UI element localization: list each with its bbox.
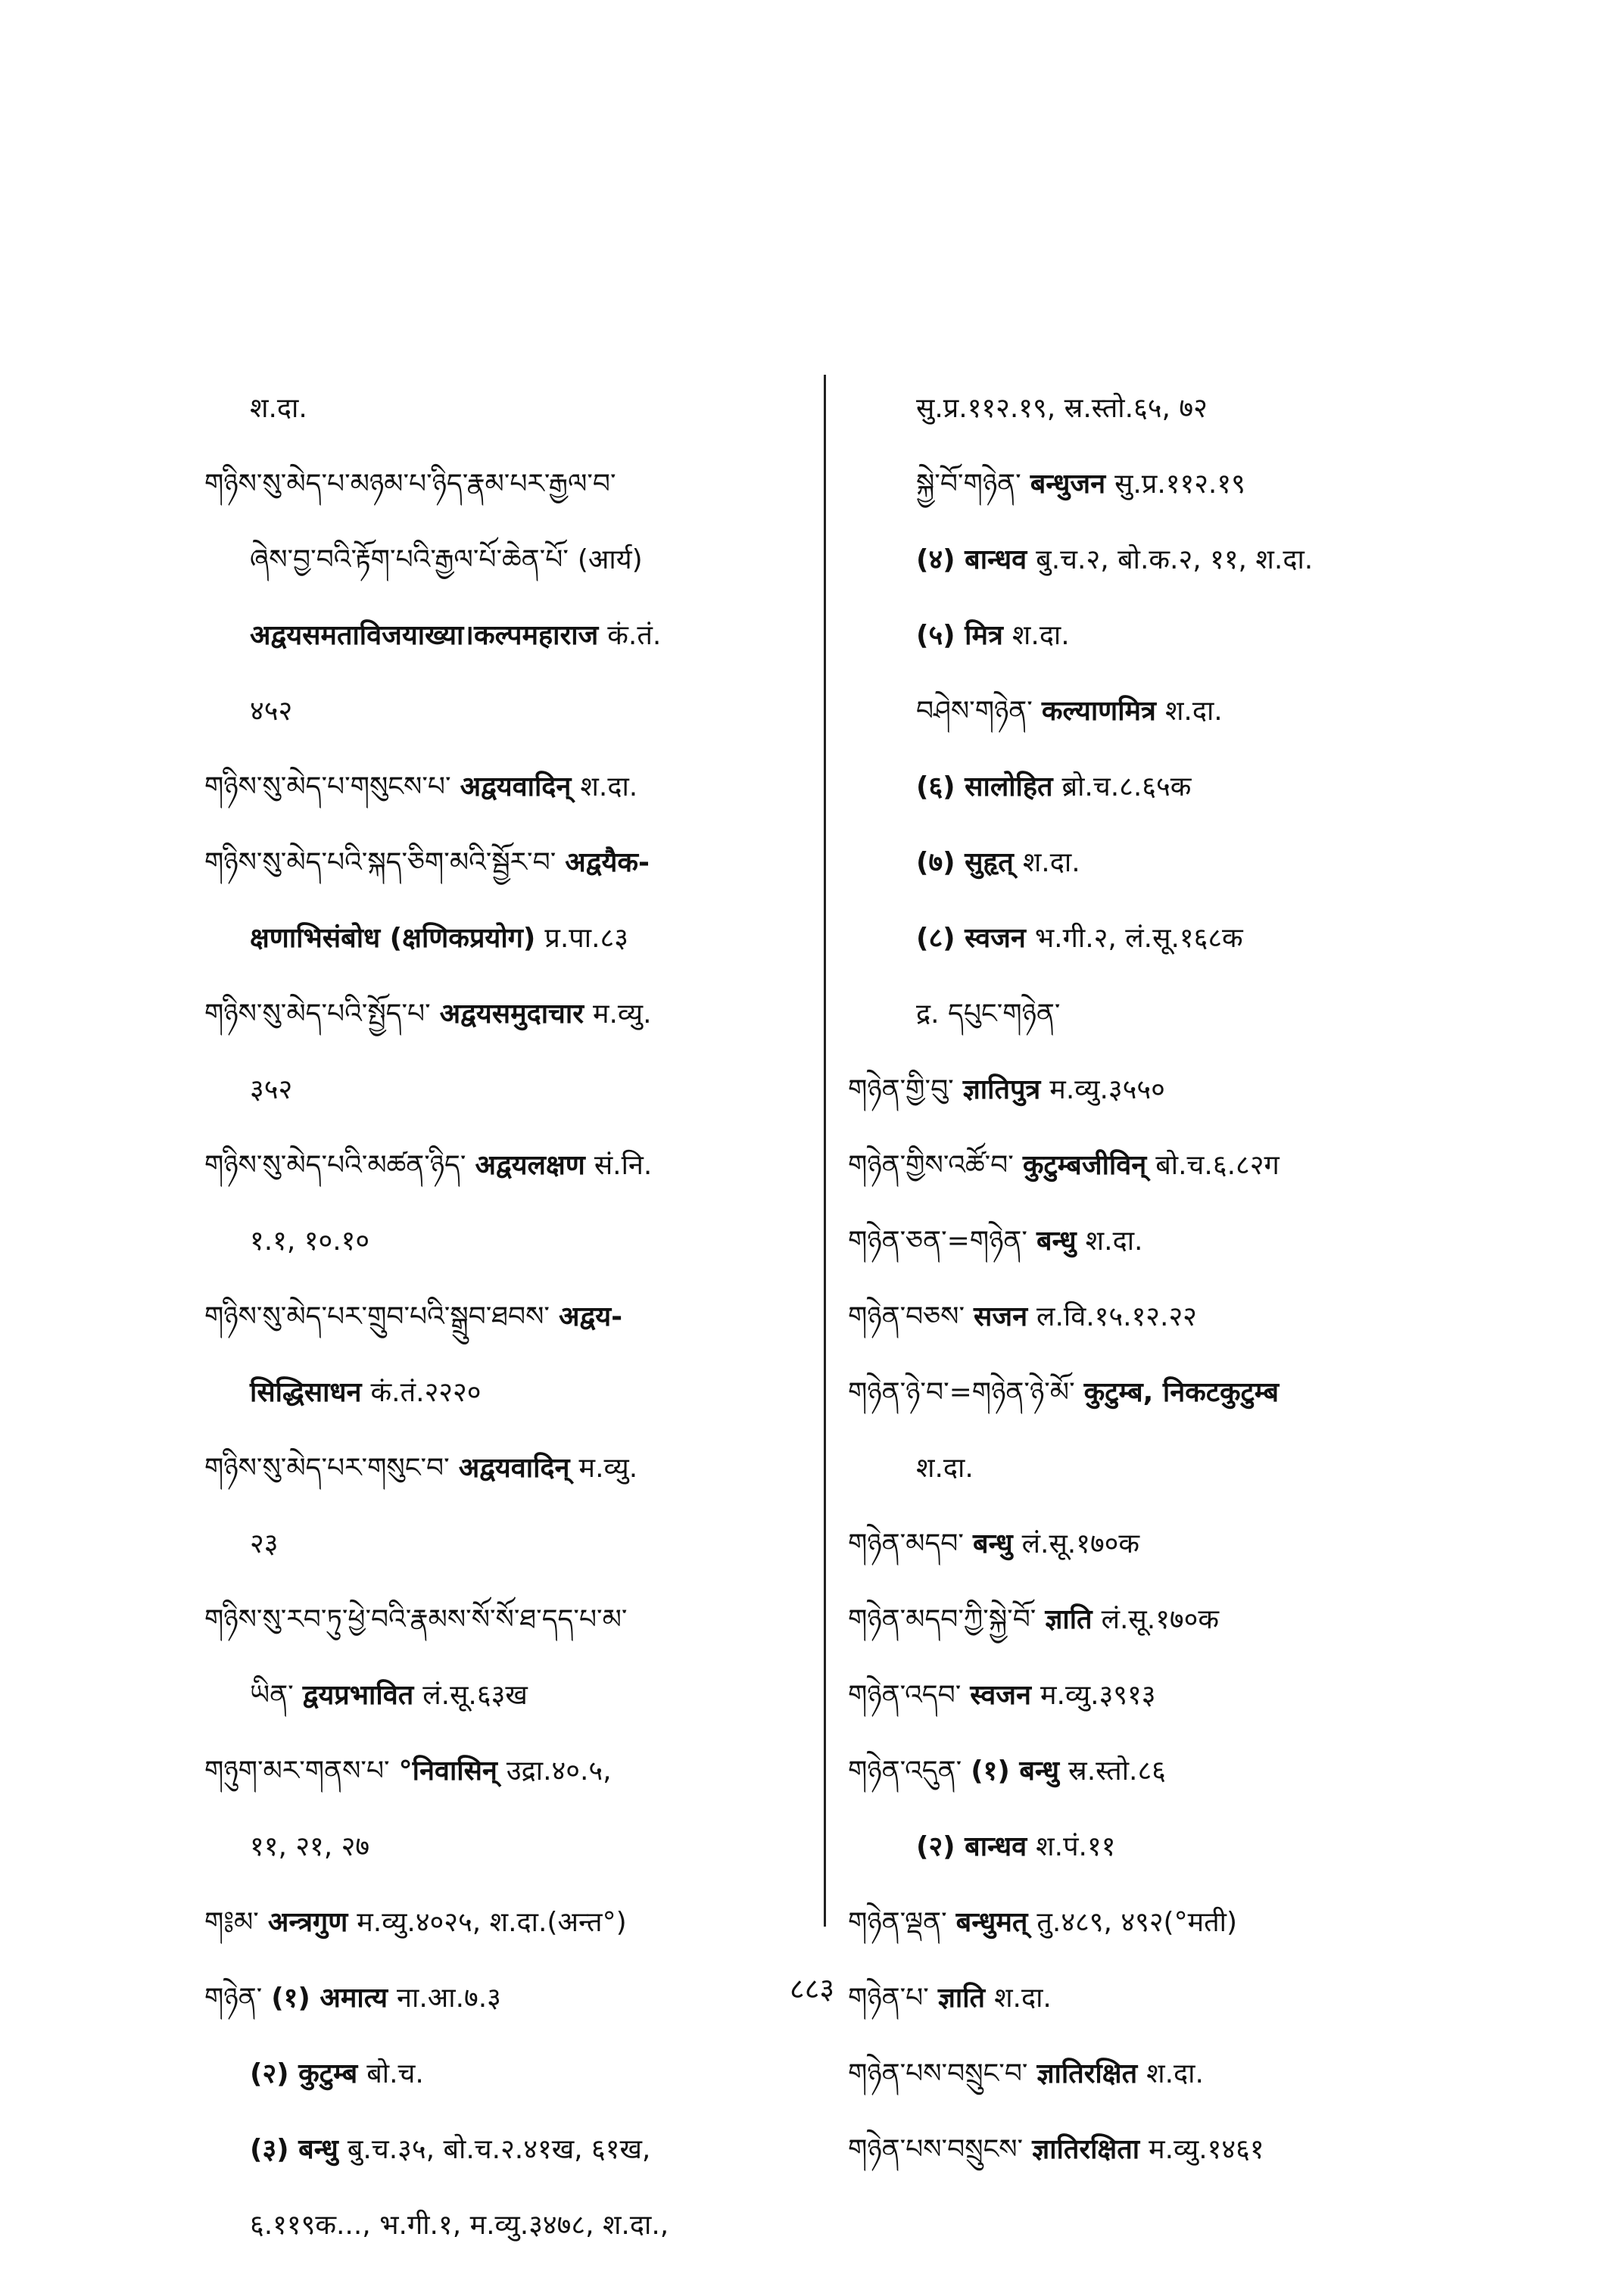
dictionary-line <box>204 1506 810 1582</box>
sanskrit-equivalent: (१) अमात्य <box>271 1983 388 2014</box>
source-reference: म.व्यु.३९१३ <box>1040 1680 1156 1711</box>
sanskrit-equivalent: अद्वयसमताविजयाख्या।कल्पमहाराज <box>250 620 599 651</box>
source-reference: सं.नि. <box>594 1150 653 1181</box>
source-reference: बु.च.३५, बो.च.२.४१ख, ६१ख, <box>347 2134 651 2165</box>
source-reference: श.दा. <box>1085 1226 1143 1257</box>
dictionary-line <box>204 1128 810 1204</box>
dictionary-line <box>204 1658 810 1734</box>
tibetan-headword: གཉིས་སུ་མེད་པར་གྲུབ་པའི་སྒྲུབ་ཐབས་ <box>204 1301 550 1332</box>
dictionary-line <box>848 447 1446 522</box>
sanskrit-equivalent: कुटुम्बजीविन् <box>1022 1150 1147 1181</box>
source-reference: म.व्यु.१४६१ <box>1149 2134 1264 2165</box>
dictionary-line <box>848 598 1446 674</box>
source-reference: द्र. དཔུང་གཉེན་ <box>916 999 1061 1030</box>
sanskrit-equivalent: कुटुम्ब, निकटकुटुम्ब <box>1083 1377 1280 1408</box>
tibetan-headword: གཉེན་ལྡན་ <box>848 1907 947 1938</box>
dictionary-line <box>204 2036 810 2112</box>
tibetan-headword: གཉེན་ཅན་=གཉེན་ <box>848 1226 1027 1257</box>
dictionary-line <box>204 1052 810 1128</box>
sanskrit-equivalent: द्वयप्रभावित <box>302 1680 414 1711</box>
dictionary-line <box>848 1279 1446 1355</box>
tibetan-headword: བཤེས་གཉེན་ <box>916 696 1033 727</box>
sanskrit-equivalent: सजन <box>974 1301 1028 1332</box>
dictionary-line <box>204 1204 810 1279</box>
tibetan-headword: གཉེན་པས་བསྲུང་བ་ <box>848 2058 1028 2089</box>
sanskrit-equivalent: क्षणाभिसंबोध (क्षणिकप्रयोग) <box>250 923 536 954</box>
tibetan-headword: གཉེན་མདབ་ <box>848 1528 964 1559</box>
tibetan-headword: གཉིས་སུ་མེད་པའི་མཚན་ཉིད་ <box>204 1150 466 1181</box>
dictionary-line <box>204 977 810 1052</box>
source-reference: श.दा. <box>916 1453 974 1484</box>
dictionary-line <box>848 749 1446 825</box>
sanskrit-equivalent: ज्ञाति <box>1045 1604 1093 1635</box>
source-reference: कं.तं. <box>607 620 662 651</box>
dictionary-line <box>848 1355 1446 1431</box>
sanskrit-equivalent: (२) कुटुम्ब <box>250 2058 358 2089</box>
sanskrit-equivalent: (४) बान्धव <box>916 544 1027 575</box>
source-reference: म.व्यु.४०२५, श.दा.(अन्त°) <box>357 1907 627 1938</box>
tibetan-headword: ཞེས་བྱ་བའི་རྟོག་པའི་རྒྱལ་པོ་ཆེན་པོ་ <box>250 544 569 575</box>
source-reference: लं.सू.१७०क <box>1021 1528 1140 1559</box>
source-reference: बो.च. <box>366 2058 424 2089</box>
sanskrit-equivalent: (७) सुहृत् <box>916 847 1014 878</box>
tibetan-headword: གཉེན་གྱིས་འཚོ་བ་ <box>848 1150 1014 1181</box>
dictionary-line <box>848 2036 1446 2112</box>
sanskrit-equivalent: अन्त्रगुण <box>267 1907 348 1938</box>
tibetan-headword: གཉེན་པ་ <box>848 1983 929 2014</box>
sanskrit-equivalent: ज्ञातिरक्षित <box>1036 2058 1138 2089</box>
sanskrit-equivalent: ज्ञातिरक्षिता <box>1032 2134 1140 2165</box>
page-number: ८८३ <box>789 1972 835 2005</box>
tibetan-headword: གཉིས་སུ་མེད་པ་གསུངས་པ་ <box>204 771 451 802</box>
sanskrit-equivalent: बन्धु <box>972 1528 1013 1559</box>
dictionary-line <box>848 901 1446 977</box>
sanskrit-equivalent: (६) सालोहित <box>916 771 1053 802</box>
dictionary-line <box>204 1734 810 1809</box>
dictionary-line <box>204 1355 810 1431</box>
source-reference: बो.च.६.८२ग <box>1155 1150 1280 1181</box>
dictionary-line <box>848 1582 1446 1658</box>
dictionary-line <box>204 447 810 522</box>
tibetan-headword: གཉེན་གྱི་བུ་ <box>848 1074 954 1105</box>
tibetan-headword: གཉུག་མར་གནས་པ་ <box>204 1756 390 1787</box>
tibetan-headword: གཉེན་མདབ་ཀྱི་སྐྱེ་བོ་ <box>848 1604 1036 1635</box>
dictionary-line <box>204 749 810 825</box>
source-reference: श.दा. <box>1164 696 1223 727</box>
source-reference: स्र.स्तो.८६ <box>1068 1756 1166 1787</box>
dictionary-line <box>204 1431 810 1506</box>
sanskrit-equivalent: बन्धुमत् <box>955 1907 1028 1938</box>
source-reference: प्र.पा.८३ <box>544 923 628 954</box>
sanskrit-equivalent: सिद्धिसाधन <box>250 1377 362 1408</box>
tibetan-headword: གཉིས་སུ་མེད་པ་མཉམ་པ་ཉིད་རྣམ་པར་རྒྱལ་བ་ <box>204 469 616 500</box>
dictionary-line <box>204 522 810 598</box>
dictionary-line <box>204 1582 810 1658</box>
source-reference: सु.प्र.११२.१९ <box>1114 469 1245 500</box>
tibetan-headword: གཉེན་འདབ་ <box>848 1680 962 1711</box>
source-reference: बु.च.२, बो.क.२, ११, श.दा. <box>1036 544 1314 575</box>
dictionary-line <box>848 1506 1446 1582</box>
tibetan-headword: སྐྱེ་བོ་གཉེན་ <box>916 469 1021 500</box>
source-reference: ल.वि.१५.१२.२२ <box>1036 1301 1197 1332</box>
source-reference: ११, २१, २७ <box>250 1831 370 1862</box>
source-reference: म.व्यु.३५५० <box>1049 1074 1165 1105</box>
dictionary-line <box>848 522 1446 598</box>
right-column <box>848 371 1446 2188</box>
sanskrit-equivalent: अद्वयवादिन् <box>460 771 572 802</box>
tibetan-headword: ག༔མ་ <box>204 1907 259 1938</box>
sanskrit-equivalent: °निवासिन् <box>398 1756 497 1787</box>
source-reference: म.व्यु. <box>592 999 652 1030</box>
tibetan-headword: གཉེན་འདུན་ <box>848 1756 962 1787</box>
sanskrit-equivalent: अद्वयवादिन् <box>458 1453 570 1484</box>
dictionary-line <box>848 1431 1446 1506</box>
dictionary-line <box>848 1734 1446 1809</box>
source-reference: २३ <box>250 1528 279 1559</box>
source-reference: श.पं.११ <box>1036 1831 1116 1862</box>
dictionary-line <box>848 1128 1446 1204</box>
source-reference: ४५२ <box>250 696 293 727</box>
dictionary-line <box>204 1809 810 1885</box>
source-reference: श.दा. <box>1146 2058 1204 2089</box>
dictionary-line <box>204 371 810 447</box>
dictionary-line <box>848 1052 1446 1128</box>
dictionary-line <box>848 674 1446 749</box>
dictionary-line <box>848 977 1446 1052</box>
tibetan-headword: གཉེན་ <box>204 1983 263 2014</box>
dictionary-line <box>204 825 810 901</box>
sanskrit-equivalent: बन्धुजन <box>1030 469 1106 500</box>
sanskrit-equivalent: ज्ञातिपुत्र <box>962 1074 1041 1105</box>
sanskrit-equivalent: कल्याणमित्र <box>1041 696 1156 727</box>
dictionary-line <box>848 1204 1446 1279</box>
source-reference: उद्रा.४०.५, <box>506 1756 612 1787</box>
dictionary-line <box>848 825 1446 901</box>
dictionary-line <box>204 598 810 674</box>
sanskrit-equivalent: अद्वय- <box>558 1301 623 1332</box>
tibetan-headword: གཉིས་སུ་རབ་ཏུ་ཕྱེ་བའི་རྣམས་སོ་སོ་ཐ་དད་པ་མ་ <box>204 1604 628 1635</box>
sanskrit-equivalent: (१) बन्धु <box>971 1756 1060 1787</box>
tibetan-headword: གཉིས་སུ་མེད་པར་གསུང་བ་ <box>204 1453 450 1484</box>
sanskrit-equivalent: अद्वयसमुदाचार <box>439 999 584 1030</box>
source-reference: भ.गी.२, लं.सू.१६८क <box>1034 923 1243 954</box>
tibetan-headword: གཉིས་སུ་མེད་པའི་སྤྱོད་པ་ <box>204 999 431 1030</box>
dictionary-line <box>848 371 1446 447</box>
dictionary-line <box>848 1809 1446 1885</box>
source-reference: लं.सू.१७०क <box>1101 1604 1220 1635</box>
source-reference: ना.आ.७.३ <box>397 1983 501 2014</box>
dictionary-line <box>848 2112 1446 2188</box>
tibetan-headword: གཉེན་བཅས་ <box>848 1301 965 1332</box>
source-reference: ६.११९क..., भ.गी.१, म.व्यु.३४७८, श.दा., <box>250 2210 669 2241</box>
sanskrit-equivalent: बन्धु <box>1036 1226 1077 1257</box>
tibetan-headword: གཉེན་ཉེ་བ་=གཉེན་ཉེ་མོ་ <box>848 1377 1075 1408</box>
dictionary-line <box>204 674 810 749</box>
tibetan-headword: ཡིན་ <box>250 1680 294 1711</box>
source-reference: श.दा. <box>994 1983 1052 2014</box>
sanskrit-equivalent: (५) मित्र <box>916 620 1003 651</box>
sanskrit-equivalent: (३) बन्धु <box>250 2134 338 2165</box>
dictionary-line <box>848 1658 1446 1734</box>
sanskrit-equivalent: ज्ञाति <box>937 1983 986 2014</box>
dictionary-line <box>204 1885 810 1961</box>
dictionary-line <box>204 1279 810 1355</box>
source-reference: तु.४८९, ४९२(°मती) <box>1036 1907 1238 1938</box>
source-reference: श.दा. <box>1011 620 1070 651</box>
source-reference: कं.तं.२२२० <box>370 1377 482 1408</box>
source-reference: श.दा. <box>1022 847 1080 878</box>
tibetan-headword: གཉེན་པས་བསྲུངས་ <box>848 2134 1024 2165</box>
sanskrit-equivalent: (२) बान्धव <box>916 1831 1027 1862</box>
source-reference: (आर्य) <box>577 544 643 575</box>
dictionary-line <box>848 1885 1446 1961</box>
column-divider <box>824 375 826 1927</box>
source-reference: ब्रो.च.८.६५क <box>1061 771 1192 802</box>
dictionary-line <box>204 2112 810 2188</box>
sanskrit-equivalent: (८) स्वजन <box>916 923 1026 954</box>
tibetan-headword: གཉིས་སུ་མེད་པའི་སྐད་ཅིག་མའི་སྦྱོར་བ་ <box>204 847 556 878</box>
source-reference: श.दा. <box>250 393 307 424</box>
sanskrit-equivalent: स्वजन <box>970 1680 1031 1711</box>
source-reference: ३५२ <box>250 1074 293 1105</box>
dictionary-line <box>204 901 810 977</box>
source-reference: सु.प्र.११२.१९, स्र.स्तो.६५, ७२ <box>916 393 1208 424</box>
sanskrit-equivalent: अद्वयलक्षण <box>475 1150 585 1181</box>
dictionary-line <box>204 2188 810 2263</box>
source-reference: लं.सू.६३ख <box>422 1680 528 1711</box>
source-reference: श.दा. <box>580 771 638 802</box>
source-reference: १.१, १०.१० <box>250 1226 370 1257</box>
sanskrit-equivalent: अद्वयैक- <box>565 847 650 878</box>
source-reference: म.व्यु. <box>578 1453 638 1484</box>
